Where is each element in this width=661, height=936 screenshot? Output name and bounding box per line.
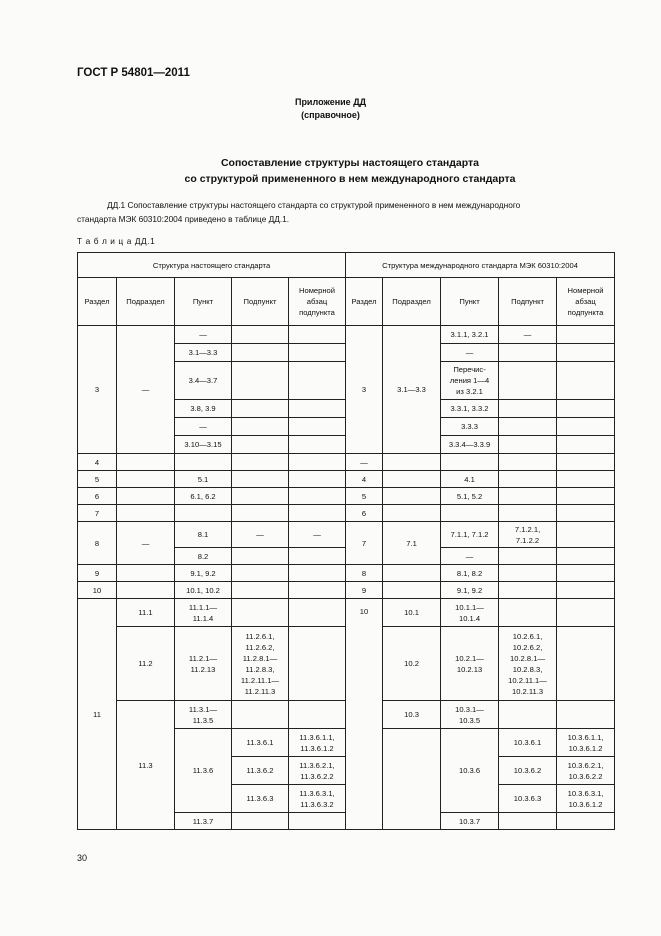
table-cell: 10.3.1— 10.3.5 [441, 701, 499, 729]
table-cell [232, 701, 289, 729]
table-cell [499, 454, 557, 471]
table-cell [289, 471, 346, 488]
table-row [78, 599, 615, 627]
table-cell [499, 418, 557, 436]
table-cell [232, 326, 289, 344]
table-cell [557, 505, 615, 522]
table-cell [499, 436, 557, 454]
intro-line-1: ДД.1 Сопоставление структуры настоящего стандарта со структурой примененного в нем международного [107, 200, 521, 210]
col-header: Подраздел [117, 278, 175, 326]
table-cell: 4 [346, 471, 383, 488]
table-cell [289, 505, 346, 522]
table-cell: 7.1.1, 7.1.2 [441, 522, 499, 548]
table-cell: 11.3.6.1.1, 11.3.6.1.2 [289, 729, 346, 757]
title-line-2: со структурой примененного в нем международного стандарта [184, 172, 516, 185]
table-cell: 4 [78, 454, 117, 471]
table-cell [289, 813, 346, 830]
table-cell: — [175, 326, 232, 344]
col-header: Пункт [441, 278, 499, 326]
table-cell [232, 362, 289, 400]
table-cell: 3.8, 3.9 [175, 400, 232, 418]
table-cell: — [117, 522, 175, 565]
table-cell [557, 548, 615, 565]
appendix-type: (справочное) [301, 110, 360, 120]
table-cell: 5.1, 5.2 [441, 488, 499, 505]
table-cell [289, 701, 346, 729]
appendix-label: Приложение ДД [294, 97, 367, 107]
table-cell: — [441, 548, 499, 565]
table-cell [117, 505, 175, 522]
table-cell: 3.1—3.3 [175, 344, 232, 362]
table-cell: — [232, 522, 289, 548]
table-cell: 11.3.1— 11.3.5 [175, 701, 232, 729]
table-cell [289, 565, 346, 582]
table-cell [289, 344, 346, 362]
table-cell [499, 488, 557, 505]
table-cell: 8.2 [175, 548, 232, 565]
table-cell [557, 488, 615, 505]
table-cell [557, 418, 615, 436]
table-cell [289, 488, 346, 505]
table-cell: 7.1 [383, 522, 441, 565]
table-cell [499, 548, 557, 565]
table-cell [383, 582, 441, 599]
col-header: Подпункт [499, 278, 557, 326]
table-cell [289, 326, 346, 344]
table-cell: — [175, 418, 232, 436]
table-cell [232, 436, 289, 454]
table-cell [117, 471, 175, 488]
table-cell [232, 488, 289, 505]
table-cell [289, 454, 346, 471]
table-cell [289, 548, 346, 565]
table-cell [557, 627, 615, 701]
table-cell: 10.3 [383, 701, 441, 729]
table-cell [289, 418, 346, 436]
table-cell [499, 471, 557, 488]
table-cell: 11.3 [117, 701, 175, 830]
table-caption: Т а б л и ц а ДД.1 [77, 236, 156, 246]
intro-paragraph [77, 198, 617, 226]
table-cell [383, 454, 441, 471]
table-cell: 10.2.1— 10.2.13 [441, 627, 499, 701]
table-cell [289, 400, 346, 418]
table-cell: 3.1.1, 3.2.1 [441, 326, 499, 344]
table-cell: 8 [346, 565, 383, 582]
table-cell [232, 505, 289, 522]
table-cell: 10.3.6.1 [499, 729, 557, 757]
table-cell: 7.1.2.1, 7.1.2.2 [499, 522, 557, 548]
group-header-international: Структура международного стандарта МЭК 60310:2004 [346, 253, 615, 278]
table-cell: — [289, 522, 346, 548]
table-cell [232, 454, 289, 471]
table-cell: Перечис- ления 1—4 из 3.2.1 [441, 362, 499, 400]
table-cell: 10.2.6.1, 10.2.6.2, 10.2.8.1— 10.2.8.3, 10.2.11.1— 10.2.11.3 [499, 627, 557, 701]
table-cell: 11.3.6 [175, 729, 232, 813]
table-cell: 8.1, 8.2 [441, 565, 499, 582]
table-cell [232, 548, 289, 565]
table-cell: 3.3.1, 3.3.2 [441, 400, 499, 418]
table-cell: 10.3.6.2 [499, 757, 557, 785]
table-cell [232, 471, 289, 488]
table-cell [499, 565, 557, 582]
table-cell: 11.3.6.3.1, 11.3.6.3.2 [289, 785, 346, 813]
table-cell [557, 599, 615, 627]
table-cell: 11.1.1— 11.1.4 [175, 599, 232, 627]
table-cell [499, 582, 557, 599]
group-header-row [78, 253, 615, 278]
table-cell: 11.2.6.1, 11.2.6.2, 11.2.8.1— 11.2.8.3, 11.2.11.1— 11.2.11.3 [232, 627, 289, 701]
column-header-row [78, 278, 615, 326]
table-cell: 3 [78, 326, 117, 454]
table-cell: 8 [78, 522, 117, 565]
table-cell: 11.3.6.2.1, 11.3.6.2.2 [289, 757, 346, 785]
intro-line-2: стандарта МЭК 60310:2004 приведено в таблице ДД.1. [77, 214, 290, 224]
col-header: Подраздел [383, 278, 441, 326]
table-cell: 7 [78, 505, 117, 522]
table-cell [383, 729, 441, 830]
table-cell [499, 505, 557, 522]
table-cell [499, 701, 557, 729]
table-cell: 5 [346, 488, 383, 505]
table-row [78, 326, 615, 344]
table-cell: 10.3.6.3.1, 10.3.6.1.2 [557, 785, 615, 813]
table-row [78, 454, 615, 471]
table-cell [117, 488, 175, 505]
table-cell: — [346, 454, 383, 471]
table-cell [441, 454, 499, 471]
table-row [78, 505, 615, 522]
table-cell: 5 [78, 471, 117, 488]
table-cell [117, 454, 175, 471]
table-cell: 9 [346, 582, 383, 599]
col-header: Раздел [346, 278, 383, 326]
table-cell: 10.1 [383, 599, 441, 627]
table-cell: 7 [346, 522, 383, 565]
table-cell: 10.3.6 [441, 729, 499, 813]
table-cell: 9.1, 9.2 [441, 582, 499, 599]
table-cell: 9.1, 9.2 [175, 565, 232, 582]
table-cell: 6 [346, 505, 383, 522]
table-cell [289, 362, 346, 400]
table-cell [383, 488, 441, 505]
table-cell: 10.2 [383, 627, 441, 701]
table-cell: 3.3.4—3.3.9 [441, 436, 499, 454]
table-cell: 11 [78, 599, 117, 830]
table-cell: 10.3.7 [441, 813, 499, 830]
col-header: Раздел [78, 278, 117, 326]
col-header: Номерной абзац подпункта [557, 278, 615, 326]
table-cell [557, 582, 615, 599]
table-cell [557, 344, 615, 362]
table-cell: 9 [78, 565, 117, 582]
page-number: 30 [77, 853, 88, 863]
table-cell [557, 362, 615, 400]
table-cell: 10.1, 10.2 [175, 582, 232, 599]
table-cell: 11.3.6.3 [232, 785, 289, 813]
table-cell: — [117, 326, 175, 454]
table-cell: 11.2 [117, 627, 175, 701]
table-cell [232, 400, 289, 418]
section-title [60, 156, 640, 187]
table-row [78, 471, 615, 488]
table-cell: 3 [346, 326, 383, 454]
table-cell [557, 701, 615, 729]
table-cell: 11.1 [117, 599, 175, 627]
table-cell [499, 344, 557, 362]
table-cell [557, 565, 615, 582]
table-cell [383, 505, 441, 522]
appendix-heading [0, 96, 661, 122]
table-cell: — [441, 344, 499, 362]
table-cell: 5.1 [175, 471, 232, 488]
table-cell: 10 [346, 599, 383, 830]
table-cell [557, 522, 615, 548]
group-header-national: Структура настоящего стандарта [78, 253, 346, 278]
table-row [78, 488, 615, 505]
comparison-table [77, 252, 615, 830]
document-code: ГОСТ Р 54801—2011 [77, 67, 190, 79]
table-cell: 6 [78, 488, 117, 505]
table-cell: 4.1 [441, 471, 499, 488]
table-cell [289, 599, 346, 627]
table-cell [557, 471, 615, 488]
table-cell [232, 418, 289, 436]
table-cell: 11.3.6.1 [232, 729, 289, 757]
table-cell: 10.1.1— 10.1.4 [441, 599, 499, 627]
table-row [78, 522, 615, 548]
table-cell [289, 582, 346, 599]
table-cell [117, 565, 175, 582]
table-cell [499, 813, 557, 830]
table-cell [232, 344, 289, 362]
table-cell: 3.3.3 [441, 418, 499, 436]
table-cell [175, 454, 232, 471]
table-cell: 11.2.1— 11.2.13 [175, 627, 232, 701]
table-cell [289, 627, 346, 701]
table-row [78, 582, 615, 599]
table-cell [557, 436, 615, 454]
table-cell: 10 [78, 582, 117, 599]
table-cell: 3.4—3.7 [175, 362, 232, 400]
table-cell [499, 362, 557, 400]
table-cell: 3.1—3.3 [383, 326, 441, 454]
table-cell: 10.3.6.2.1, 10.3.6.2.2 [557, 757, 615, 785]
col-header: Пункт [175, 278, 232, 326]
table-cell [557, 454, 615, 471]
table-cell: 3.10—3.15 [175, 436, 232, 454]
table-cell [175, 505, 232, 522]
table-cell [499, 599, 557, 627]
table-cell: 8.1 [175, 522, 232, 548]
table-cell [557, 400, 615, 418]
col-header: Номерной абзац подпункта [289, 278, 346, 326]
table-cell [232, 565, 289, 582]
table-cell [383, 471, 441, 488]
table-row [78, 565, 615, 582]
title-line-1: Сопоставление структуры настоящего стандарта [220, 157, 480, 169]
table-cell [557, 326, 615, 344]
col-header: Подпункт [232, 278, 289, 326]
table-cell [117, 582, 175, 599]
table-cell: 6.1, 6.2 [175, 488, 232, 505]
table-cell [383, 565, 441, 582]
table-cell [232, 582, 289, 599]
table-cell: — [499, 326, 557, 344]
table-cell [441, 505, 499, 522]
table-cell: 10.3.6.1.1, 10.3.6.1.2 [557, 729, 615, 757]
table-cell [232, 599, 289, 627]
table-cell [557, 813, 615, 830]
table-cell: 10.3.6.3 [499, 785, 557, 813]
table-cell: 11.3.6.2 [232, 757, 289, 785]
table-cell: 11.3.7 [175, 813, 232, 830]
table-cell [232, 813, 289, 830]
table-cell [289, 436, 346, 454]
table-cell [499, 400, 557, 418]
